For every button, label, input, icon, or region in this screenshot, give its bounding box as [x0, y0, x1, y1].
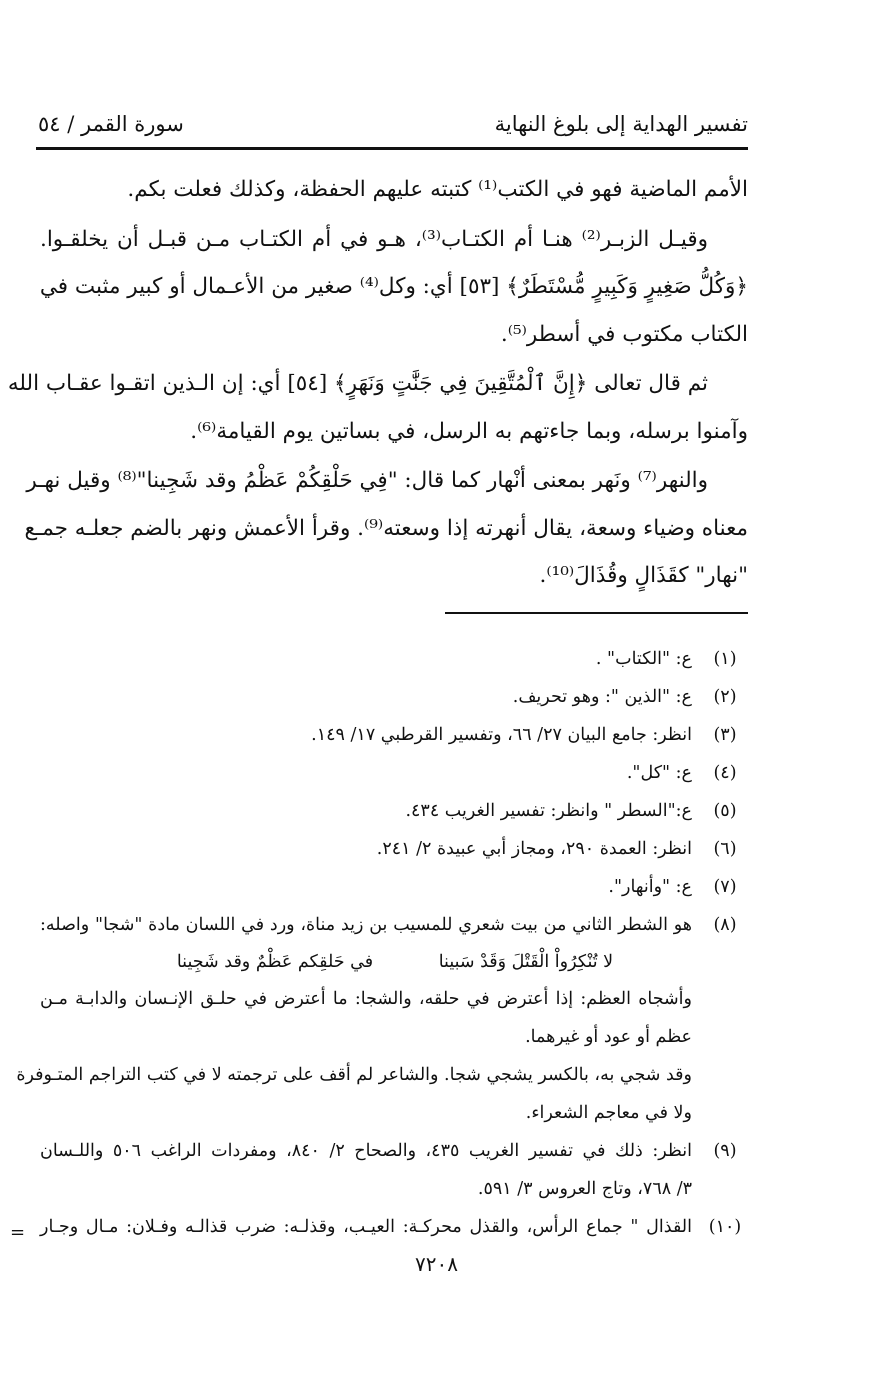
- running-header: [36, 112, 748, 146]
- footnote-6: [40, 830, 750, 868]
- text-line: "نهار" كقَذَالٍ وقُذَالَ⁽¹⁰⁾.: [539, 563, 748, 588]
- footnote-text: هو الشطر الثاني من بيت شعري للمسيب بن زيد مناة، ورد في اللسان مادة "شجا" واصله:: [40, 915, 692, 935]
- footnote-4: [40, 754, 750, 792]
- footnote-8: [40, 906, 750, 944]
- footnote-text: ع: "كل".: [626, 763, 692, 783]
- text-line: معناه وضياء وسعة، يقال أنهرته إذا وسعته⁽⁹⁾. وقرأ الأعمش ونهر بالضم جعلـه جمـع: [24, 515, 748, 541]
- continuation-mark: =: [10, 1222, 26, 1243]
- footnote-1: [40, 640, 750, 678]
- text-line: وآمنوا برسله، وبما جاءتهم به الرسل، في بساتين يوم القيامة⁽⁶⁾.: [190, 418, 748, 444]
- footnote-text: وأشجاه العظم: إذا أعترض في حلقه، والشجا: ما أعترض في حلـق الإنـسان والدابـة مـن: [40, 989, 692, 1009]
- footnote-text: ع:"السطر " وانظر: تفسير الغريب ٤٣٤.: [405, 801, 692, 821]
- footnote-8-continuation: [16, 1056, 750, 1132]
- footnote-text: القذال " جماع الرأس، والقذل محركـة: العيـب، وقذلـه: ضرب قذالـه وفـلان: مـال وجـار: [40, 1217, 692, 1237]
- paragraph-3: [7, 360, 748, 455]
- footnote-text: ولا في معاجم الشعراء.: [525, 1103, 692, 1123]
- verse-hemistich-1: لا تُنْكِرُواْ الْقَتْلَ وَقَدْ سَبينا: [438, 952, 614, 972]
- surah-label: سورة القمر / ٥٤: [38, 112, 184, 136]
- text-line: ﴿وَكُلُّ صَغِيرٍ وَكَبِيرٍ مُّسْتَطَرٌ﴾ [٥٣] أي: وكل⁽⁴⁾ صغير من الأعـمال أو كبير مثبت في: [39, 274, 748, 299]
- footnote-text: انظر: ذلك في تفسير الغريب ٤٣٥، والصحاح ٢/ ٨٤٠، ومفردات الراغب ٥٠٦ واللـسان: [40, 1141, 692, 1161]
- footnote-text: ع: "الذين ": وهو تحريف.: [512, 687, 692, 707]
- footnote-text: عظم أو عود أو غيرهما.: [525, 1027, 692, 1047]
- footnote-number: (٦): [713, 839, 737, 859]
- footnote-number: (٢): [713, 687, 737, 707]
- book-title: تفسير الهداية إلى بلوغ النهاية: [494, 112, 748, 136]
- footnote-text: انظر: العمدة ٢٩٠، ومجاز أبي عبيدة ٢/ ٢٤١.: [376, 839, 692, 859]
- header-rule: [36, 147, 748, 150]
- footnote-number: (١٠): [708, 1217, 742, 1237]
- footnote-number: (٨): [713, 915, 737, 935]
- footnote-2: [40, 678, 750, 716]
- footnote-number: (٧): [713, 877, 737, 897]
- footnote-number: (٤): [713, 763, 737, 783]
- text-line: الأمم الماضية فهو في الكتب⁽¹⁾ كتبته عليهم الحفظة، وكذلك فعلت بكم.: [127, 177, 748, 202]
- footnote-number: (٣): [713, 725, 737, 745]
- paragraph-4: [24, 457, 748, 600]
- text-line: ثم قال تعالى ﴿إِنَّ ٱلْمُتَّقِينَ فِي جَنَّٰتٍ وَنَهَرٍ﴾ [٥٤] أي: إن الـذين اتقـوا عقـاب الله: [7, 371, 708, 396]
- footnote-separator: [445, 612, 748, 614]
- footnote-10: [40, 1208, 750, 1246]
- text-line: والنهر⁽⁷⁾ ونَهر بمعنى أنْهار كما قال: "فِي حَلْقِكُمْ عَظْمُ وقد شَجِينا"⁽⁸⁾ وقيل نهـر: [26, 468, 708, 493]
- footnote-number: (٥): [713, 801, 737, 821]
- verse-hemistich-2: في حَلقِكم عَظْمٌ وقد شَجِينا: [176, 952, 374, 972]
- footnote-9: [40, 1132, 750, 1208]
- footnotes: [16, 640, 750, 1246]
- footnote-7: [40, 868, 750, 906]
- paragraph-2: [40, 216, 748, 359]
- main-text: [7, 166, 748, 600]
- footnote-text: انظر: جامع البيان ٢٧/ ٦٦، وتفسير القرطبي ١٧/ ١٤٩.: [311, 725, 692, 745]
- footnote-text: ع: "وأنهار".: [608, 877, 692, 897]
- footnote-text: ع: "الكتاب" .: [595, 649, 692, 669]
- text-line: الكتاب مكتوب في أسطر⁽⁵⁾.: [500, 321, 748, 347]
- footnote-number: (١): [713, 649, 737, 669]
- text-line: وقيـل الزبـر⁽²⁾ هنـا أم الكتـاب⁽³⁾، هـو في أم الكتـاب مـن قبـل أن يخلقـوا.: [40, 226, 708, 252]
- footnote-text: وقد شجي به، بالكسر يشجي شجا. والشاعر لم أقف على ترجمته لا في كتب التراجم المتـوفرة: [16, 1065, 692, 1085]
- footnote-3: [40, 716, 750, 754]
- footnote-text: ٣/ ٧٦٨، وتاج العروس ٣/ ٥٩١.: [477, 1179, 692, 1199]
- poetry-verse: [40, 944, 750, 980]
- page-number: ٧٢٠٨: [415, 1252, 458, 1276]
- footnote-8-continuation: [40, 980, 750, 1056]
- paragraph-1: [40, 166, 748, 214]
- footnote-number: (٩): [713, 1141, 737, 1161]
- footnote-5: [40, 792, 750, 830]
